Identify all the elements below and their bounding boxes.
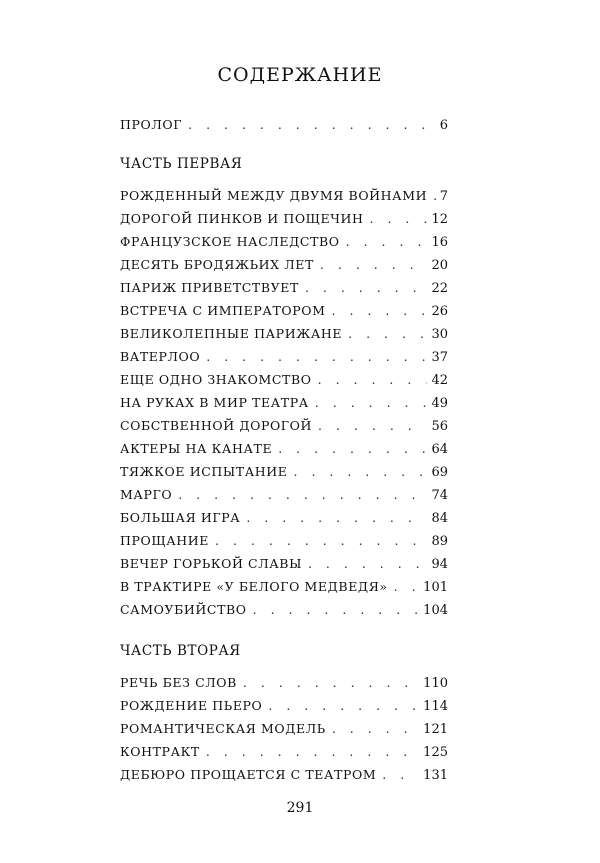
entry-label: РОЖДЕННЫЙ МЕЖДУ ДВУМЯ ВОЙНАМИ xyxy=(120,188,428,203)
dot-leader xyxy=(178,487,427,502)
entry-label: СОБСТВЕННОЙ ДОРОГОЙ xyxy=(120,418,313,433)
entry-page-number: 7 xyxy=(439,189,448,204)
dot-leader xyxy=(348,326,427,341)
toc-entry xyxy=(120,675,448,695)
toc-entry xyxy=(120,326,448,346)
toc-entry xyxy=(120,721,448,741)
dot-leader xyxy=(308,556,427,571)
entry-page-number: 84 xyxy=(431,511,448,526)
entry-page-number: 49 xyxy=(431,396,448,411)
toc-entry xyxy=(120,510,448,530)
entry-label: ЕЩЕ ОДНО ЗНАКОМСТВО xyxy=(120,372,312,387)
dot-leader xyxy=(294,464,428,479)
toc-entry xyxy=(120,441,448,461)
dot-leader xyxy=(332,303,428,318)
toc-entry xyxy=(120,372,448,392)
page-title: СОДЕРЖАНИЕ xyxy=(217,64,383,86)
entry-label: ПРОЛОГ xyxy=(120,117,183,132)
toc-entry xyxy=(120,280,448,300)
entry-label: РОЖДЕНИЕ ПЬЕРО xyxy=(120,698,263,713)
entry-page-number: 20 xyxy=(431,258,448,273)
dot-leader xyxy=(268,698,419,713)
dot-leader xyxy=(305,280,428,295)
toc-entry xyxy=(120,395,448,415)
toc-entry xyxy=(120,698,448,718)
dot-leader xyxy=(318,418,427,433)
entry-page-number: 30 xyxy=(431,327,448,342)
entry-label: КОНТРАКТ xyxy=(120,744,200,759)
entry-page-number: 131 xyxy=(423,768,448,783)
dot-leader xyxy=(318,372,428,387)
entry-page-number: 114 xyxy=(423,699,448,714)
entry-label: ВАТЕРЛОО xyxy=(120,349,201,364)
entry-label: ТЯЖКОЕ ИСПЫТАНИЕ xyxy=(120,464,288,479)
entry-label: ДОРОГОЙ ПИНКОВ И ПОЩЕЧИН xyxy=(120,211,364,226)
entry-page-number: 37 xyxy=(431,350,448,365)
toc-entry xyxy=(120,257,448,277)
toc-entry xyxy=(120,464,448,484)
toc-entry xyxy=(120,579,448,599)
entry-label: ПАРИЖ ПРИВЕТСТВУЕТ xyxy=(120,280,299,295)
entry-page-number: 125 xyxy=(423,745,448,760)
entry-label: ВЕЛИКОЛЕПНЫЕ ПАРИЖАНЕ xyxy=(120,326,343,341)
entry-page-number: 94 xyxy=(431,557,448,572)
entry-label: ДЕБЮРО ПРОЩАЕТСЯ С ТЕАТРОМ xyxy=(120,767,377,782)
toc-entry xyxy=(120,418,448,438)
entry-label: В ТРАКТИРЕ «У БЕЛОГО МЕДВЕДЯ» xyxy=(120,579,388,594)
dot-leader xyxy=(215,533,427,548)
toc-entry xyxy=(120,556,448,576)
entry-label: РЕЧЬ БЕЗ СЛОВ xyxy=(120,675,237,690)
dot-leader xyxy=(370,211,428,226)
entry-page-number: 104 xyxy=(423,603,448,618)
entry-page-number: 22 xyxy=(431,281,448,296)
page-number: 291 xyxy=(286,800,314,816)
dot-leader xyxy=(246,510,427,525)
toc-entry xyxy=(120,767,448,787)
dot-leader xyxy=(382,767,419,782)
entry-label: ФРАНЦУЗСКОЕ НАСЛЕДСТВО xyxy=(120,234,340,249)
toc-entry xyxy=(120,349,448,369)
entry-page-number: 56 xyxy=(431,419,448,434)
entry-label: САМОУБИЙСТВО xyxy=(120,602,247,617)
entry-page-number: 64 xyxy=(431,442,448,457)
toc-entry xyxy=(120,487,448,507)
entry-label: БОЛЬШАЯ ИГРА xyxy=(120,510,241,525)
entry-page-number: 26 xyxy=(431,304,448,319)
entry-label: ВЕЧЕР ГОРЬКОЙ СЛАВЫ xyxy=(120,556,302,571)
dot-leader xyxy=(206,349,427,364)
toc-entry-prologue xyxy=(120,117,448,137)
entry-page-number: 12 xyxy=(431,212,448,227)
entry-page-number: 16 xyxy=(431,235,448,250)
entry-label: ПРОЩАНИЕ xyxy=(120,533,210,548)
toc-entry xyxy=(120,602,448,622)
toc-entry xyxy=(120,211,448,231)
dot-leader xyxy=(320,257,428,272)
entry-page-number: 110 xyxy=(423,676,448,691)
part-heading-2: ЧАСТЬ ВТОРАЯ xyxy=(120,643,241,659)
dot-leader xyxy=(206,744,419,759)
entry-label: ВСТРЕЧА С ИМПЕРАТОРОМ xyxy=(120,303,326,318)
toc-entry xyxy=(120,744,448,764)
dot-leader xyxy=(433,188,436,203)
dot-leader xyxy=(394,579,420,594)
entry-label: МАРГО xyxy=(120,487,173,502)
toc-entry xyxy=(120,303,448,323)
entry-page-number: 74 xyxy=(431,488,448,503)
entry-label: НА РУКАХ В МИР ТЕАТРА xyxy=(120,395,309,410)
entry-page-number: 69 xyxy=(431,465,448,480)
dot-leader xyxy=(253,602,420,617)
part-heading-1: ЧАСТЬ ПЕРВАЯ xyxy=(120,156,243,172)
entry-page-number: 42 xyxy=(431,373,448,388)
entry-page-number: 101 xyxy=(423,580,448,595)
dot-leader xyxy=(188,117,436,132)
entry-label: ДЕСЯТЬ БРОДЯЖЬИХ ЛЕТ xyxy=(120,257,314,272)
toc-entry xyxy=(120,234,448,254)
entry-page-number: 121 xyxy=(423,722,448,737)
dot-leader xyxy=(346,234,428,249)
dot-leader xyxy=(315,395,428,410)
toc-entry xyxy=(120,188,448,208)
dot-leader xyxy=(243,675,419,690)
dot-leader xyxy=(278,441,427,456)
dot-leader xyxy=(332,721,419,736)
toc-entry xyxy=(120,533,448,553)
entry-label: АКТЕРЫ НА КАНАТЕ xyxy=(120,441,273,456)
entry-page-number: 89 xyxy=(431,534,448,549)
entry-page-number: 6 xyxy=(439,118,448,133)
entry-label: РОМАНТИЧЕСКАЯ МОДЕЛЬ xyxy=(120,721,326,736)
